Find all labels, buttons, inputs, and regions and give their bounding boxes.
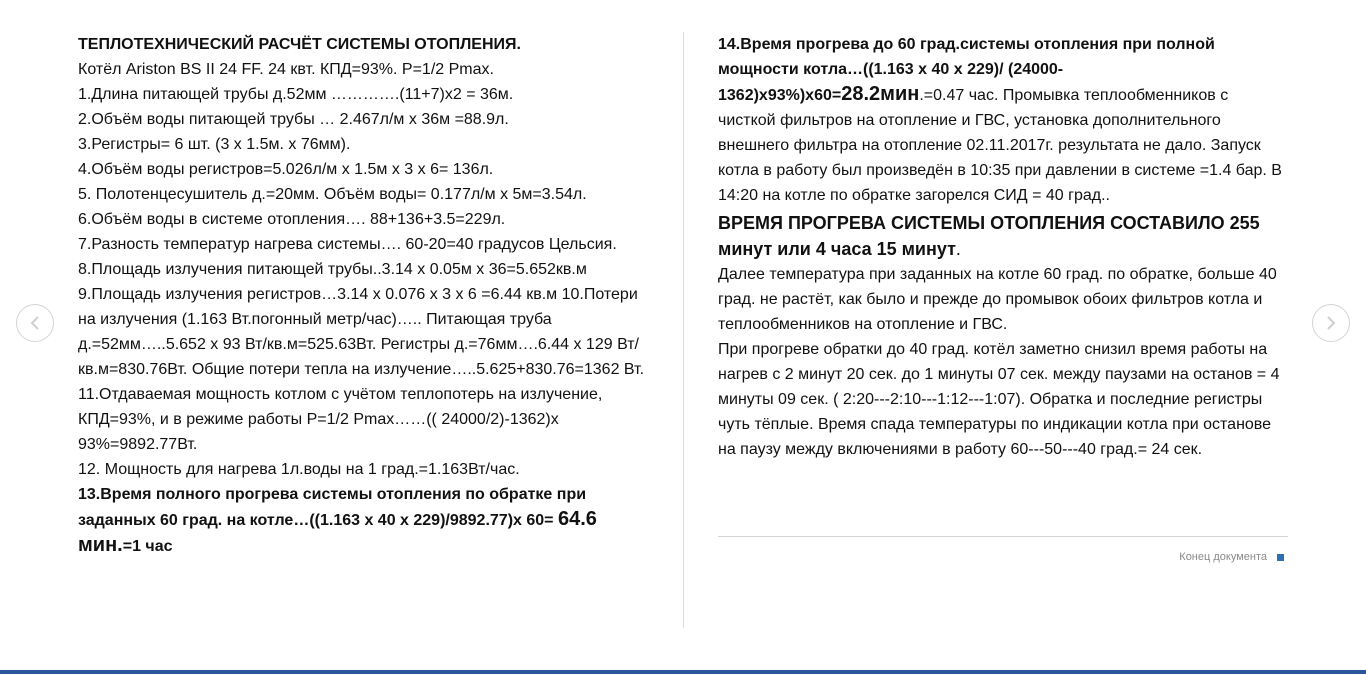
calc-14-result: 28.2мин: [841, 83, 920, 105]
chevron-left-icon: [29, 316, 41, 330]
calc-line-2: 2.Объём воды питающей трубы … 2.467л/м x 36м =88.9л.: [78, 111, 509, 128]
calc-line-3: 3.Регистры= 6 шт. (3 x 1.5м. x 76мм).: [78, 136, 351, 153]
calc-line-5: 5. Полотенцесушитель д.=20мм. Объём воды= 0.177л/м x 5м=3.54л.: [78, 186, 587, 203]
boiler-spec: Котёл Ariston BS II 24 FF. 24 квт. КПД=93%. P=1/2 Pmax.: [78, 61, 494, 78]
right-column: [718, 32, 1288, 462]
calc-14-notes: Промывка теплообменников с чисткой фильтров на отопление и ГВС, установка дополнительного внешнего фильтра на отопление 02.11.2017г. результата не дало. Запуск котла в работу был произведён в 10:35 при давлении в системе =1.4 бар. В 14:20 на котле по обратке загорелся СИД = 40 град..: [718, 87, 1282, 204]
end-mark-icon: [1277, 554, 1284, 561]
calc-line-4: 4.Объём воды регистров=5.026л/м x 1.5м x 3 x 6= 136л.: [78, 161, 494, 178]
calc-14-text: 14.Время прогрева до 60 град.системы отопления при полной мощности котла…((1.163 x 40 x 229)/ (24000-1362)x93%)x60=: [718, 36, 1215, 104]
calc-13-tail: =1 час: [122, 538, 173, 555]
end-divider: [718, 536, 1288, 537]
calc-line-13: [78, 482, 653, 559]
column-divider: [683, 32, 684, 628]
calc-14-tail: .=0.47 час.: [919, 87, 999, 104]
paragraph-after-1: Далее температура при заданных на котле 60 град. по обратке, больше 40 град. не растёт, как было и прежде до промывок обоих фильтров котла и теплообменников на отопление и ГВС.: [718, 266, 1277, 333]
end-label-text: Конец документа: [1179, 551, 1267, 563]
chevron-right-icon: [1325, 316, 1337, 330]
calc-line-1: 1.Длина питающей трубы д.52мм ………….(11+7)x2 = 36м.: [78, 86, 514, 103]
paragraph-after-2: При прогреве обратки до 40 град. котёл заметно снизил время работы на нагрев с 2 минут 20 сек. до 1 минуты 07 сек. между паузами на останов = 4 минуты 09 сек. ( 2:20---2:10---1:12---1:07). Обратка и последние регистры чуть тёплые. Время спада температуры по индикации котла при останове на паузу между включениями в работу 60---50---40 град.= 24 сек.: [718, 341, 1280, 458]
calc-line-6: 6.Объём воды в системе отопления…. 88+136+3.5=229л.: [78, 211, 506, 228]
result-tail: .: [955, 239, 961, 259]
calc-13-result: 64.6 мин.: [78, 508, 597, 556]
bottom-accent-bar: [0, 670, 1366, 674]
left-column: [78, 32, 653, 559]
previous-page-button[interactable]: [16, 304, 54, 342]
calc-paragraph-7-11: 7.Разность температур нагрева системы…. 60-20=40 градусов Цельсия. 8.Площадь излучения питающей трубы..3.14 x 0.05м x 36=5.652кв.м 9.Площадь излучения регистров…3.14 x 0.076 x 3 x 6 =6.44 кв.м 10.Потери на излучения (1.163 Вт.погонный метр/час)….. Питающая труба д.=52мм…..5.652 x 93 Вт/кв.м=525.63Вт. Регистры д.=76мм….6.44 x 129 Вт/кв.м=830.76Вт. Общие потери тепла на излучение…..5.625+830.76=1362 Вт. 11.Отдаваемая мощность котлом с учётом теплопотерь на излучение, КПД=93%, и в режиме работы P=1/2 Pmax……(( 24000/2)-1362)x 93%=9892.77Вт.: [78, 236, 645, 453]
calc-line-12: 12. Мощность для нагрева 1л.воды на 1 град.=1.163Вт/час.: [78, 461, 520, 478]
calc-13-text: 13.Время полного прогрева системы отопления по обратке при заданных 60 град. на котле…((1.163 x 40 x 229)/9892.77)x 60=: [78, 486, 587, 529]
next-page-button[interactable]: [1312, 304, 1350, 342]
result-heading: [718, 210, 1288, 262]
calc-line-14: [718, 32, 1288, 208]
doc-title: ТЕПЛОТЕХНИЧЕСКИЙ РАСЧЁТ СИСТЕМЫ ОТОПЛЕНИЯ.: [78, 36, 521, 53]
end-of-document: [1179, 551, 1284, 563]
result-text: ВРЕМЯ ПРОГРЕВА СИСТЕМЫ ОТОПЛЕНИЯ СОСТАВИЛО 255 минут или 4 часа 15 минут: [718, 213, 1260, 259]
